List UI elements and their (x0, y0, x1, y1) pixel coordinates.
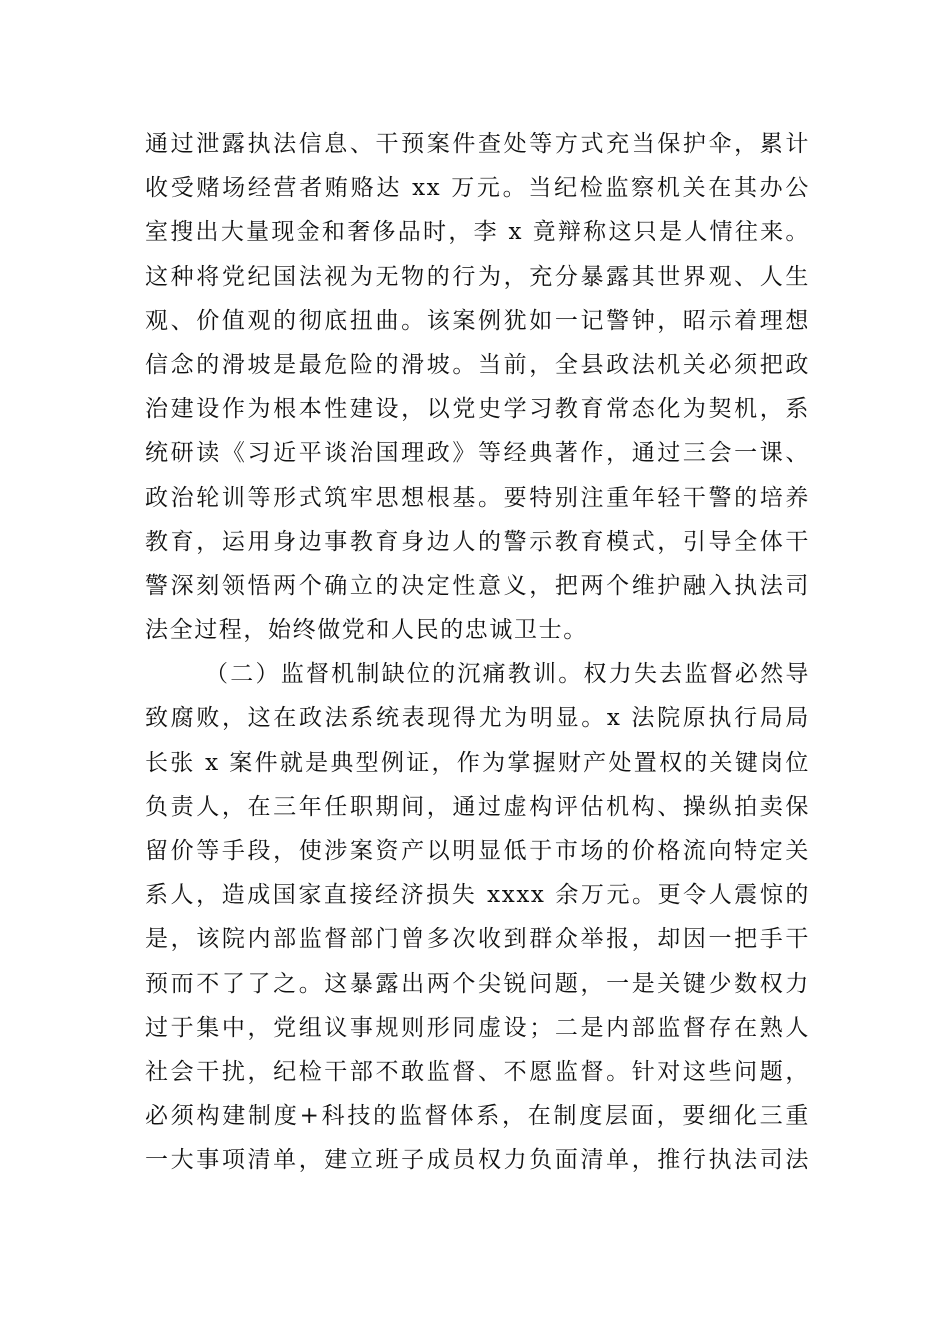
text-line: 是，该院内部监督部门曾多次收到群众举报，却因一把手干 (145, 926, 810, 953)
text-line: 留价等手段，使涉案资产以明显低于市场的价格流向特定关 (145, 838, 810, 864)
text-line: 过于集中，党组议事规则形同虚设；二是内部监督存在熟人 (145, 1014, 810, 1041)
text-line: 治建设作为根本性建设，以党史学习教育常态化为契机，系 (145, 396, 810, 423)
text-line: 教育，运用身边事教育身边人的警示教育模式，引导全体干 (145, 528, 810, 555)
text-line: 负责人，在三年任职期间，通过虚构评估机构、操纵拍卖保 (145, 793, 810, 820)
text-line: 社会干扰，纪检干部不敢监督、不愿监督。针对这些问题， (145, 1058, 810, 1085)
body-text (145, 122, 810, 1183)
text-line: 政治轮训等形式筑牢思想根基。要特别注重年轻干警的培养 (145, 484, 810, 511)
text-line: 统研读《习近平谈治国理政》等经典著作，通过三会一课、 (145, 440, 810, 467)
text-line: 收受赌场经营者贿赂达 xx 万元。当纪检监察机关在其办公 (145, 175, 810, 202)
text-line: 必须构建制度+科技的监督体系，在制度层面，要细化三重 (145, 1103, 810, 1130)
section-heading-line: （二）监督机制缺位的沉痛教训。权力失去监督必然导 (205, 661, 810, 688)
text-line: 室搜出大量现金和奢侈品时，李 x 竟辩称这只是人情往来。 (145, 219, 810, 246)
text-line: 系人，造成国家直接经济损失 xxxx 余万元。更令人震惊的 (145, 882, 810, 909)
text-line: 一大事项清单，建立班子成员权力负面清单，推行执法司法 (145, 1147, 810, 1174)
text-line: 观、价值观的彻底扭曲。该案例犹如一记警钟，昭示着理想 (145, 307, 810, 334)
text-line: 信念的滑坡是最危险的滑坡。当前，全县政法机关必须把政 (145, 351, 810, 378)
text-line: 预而不了了之。这暴露出两个尖锐问题，一是关键少数权力 (145, 970, 810, 997)
text-line: 致腐败，这在政法系统表现得尤为明显。x 法院原执行局局 (145, 705, 810, 732)
text-line: 这种将党纪国法视为无物的行为，充分暴露其世界观、人生 (145, 263, 810, 290)
text-line: 警深刻领悟两个确立的决定性意义，把两个维护融入执法司 (145, 572, 810, 599)
text-line: 法全过程，始终做党和人民的忠诚卫士。 (145, 617, 588, 644)
text-line: 通过泄露执法信息、干预案件查处等方式充当保护伞，累计 (145, 131, 810, 157)
text-line: 长张 x 案件就是典型例证，作为掌握财产处置权的关键岗位 (145, 749, 810, 776)
